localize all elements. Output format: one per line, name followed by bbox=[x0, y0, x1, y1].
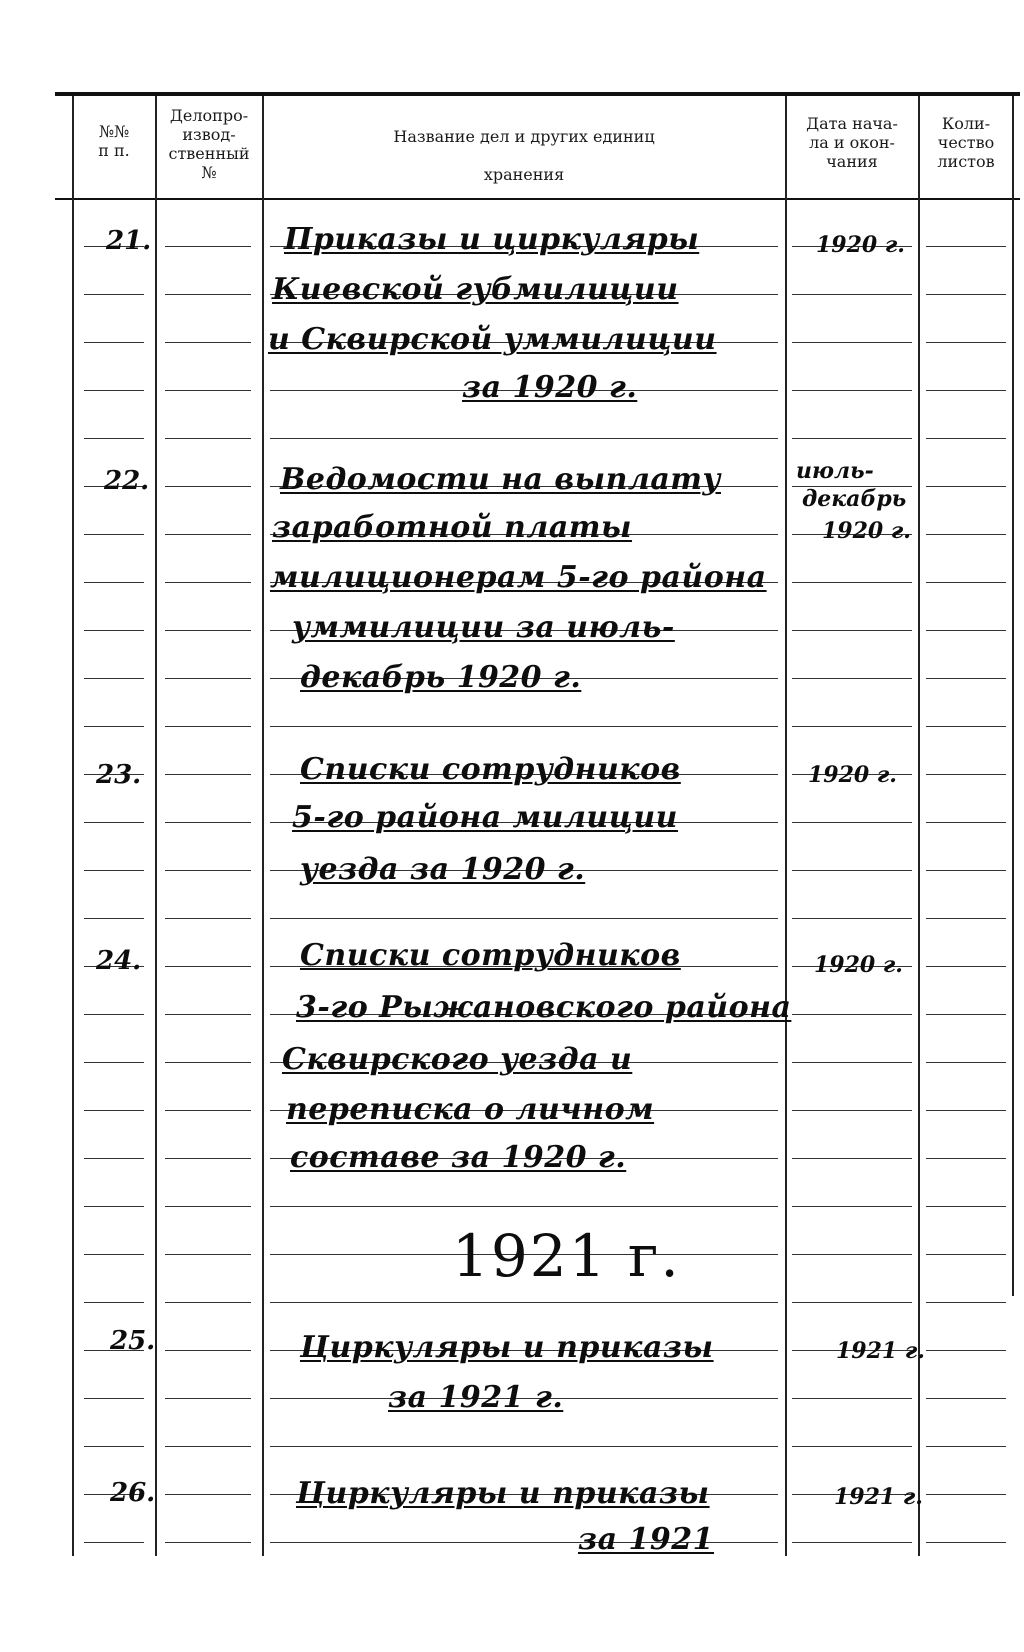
rule-line bbox=[84, 534, 144, 535]
rule-line bbox=[792, 390, 912, 391]
rule-line bbox=[84, 870, 144, 871]
rule-line bbox=[84, 1206, 144, 1207]
rule-line bbox=[84, 342, 144, 343]
rule-line bbox=[165, 1014, 251, 1015]
rule-line bbox=[165, 1158, 251, 1159]
rule-line bbox=[165, 1062, 251, 1063]
rule-line bbox=[926, 1254, 1006, 1255]
rule-line bbox=[926, 1206, 1006, 1207]
rule-line bbox=[926, 678, 1006, 679]
rule-line bbox=[84, 678, 144, 679]
rule-line bbox=[926, 870, 1006, 871]
entry-title-line: уезда за 1920 г. bbox=[300, 852, 586, 887]
rule-line bbox=[84, 1014, 144, 1015]
rule-line bbox=[926, 1302, 1006, 1303]
column-rule-left bbox=[72, 96, 74, 1556]
rule-line bbox=[926, 726, 1006, 727]
rule-line bbox=[84, 822, 144, 823]
rule-line bbox=[792, 294, 912, 295]
entry-title-line: милиционерам 5-го района bbox=[270, 560, 767, 595]
rule-line bbox=[165, 342, 251, 343]
rule-line bbox=[926, 1446, 1006, 1447]
rule-line bbox=[270, 1206, 778, 1207]
rule-line bbox=[270, 438, 778, 439]
rule-line bbox=[926, 534, 1006, 535]
rule-line bbox=[165, 294, 251, 295]
rule-line bbox=[926, 774, 1006, 775]
entry-number: 25. bbox=[110, 1326, 156, 1356]
entry-date-line: 1920 г. bbox=[822, 518, 911, 544]
header-bottom-rule bbox=[55, 198, 1020, 200]
entry-date-line: декабрь bbox=[802, 486, 907, 512]
entry-title-line: Сквирского уезда и bbox=[282, 1042, 633, 1077]
entry-number: 26. bbox=[110, 1478, 156, 1508]
rule-line bbox=[165, 438, 251, 439]
rule-line bbox=[165, 822, 251, 823]
entry-number: 24. bbox=[96, 946, 142, 976]
rule-line bbox=[165, 918, 251, 919]
rule-line bbox=[926, 1542, 1006, 1543]
rule-line bbox=[84, 438, 144, 439]
rule-line bbox=[84, 1446, 144, 1447]
rule-line bbox=[84, 1158, 144, 1159]
rule-line bbox=[926, 390, 1006, 391]
rule-line bbox=[165, 534, 251, 535]
header-title: Название дел и других единиц хранения bbox=[393, 127, 655, 184]
rule-line bbox=[792, 1398, 912, 1399]
rule-line bbox=[792, 1302, 912, 1303]
entry-date: 1920 г. bbox=[816, 232, 905, 258]
entry-date-line: июль- bbox=[796, 458, 874, 484]
column-rule-right bbox=[1012, 96, 1014, 1296]
entry-title-line: 3-го Рыжановского района bbox=[296, 990, 792, 1025]
rule-line bbox=[84, 1254, 144, 1255]
entry-title-line: Циркуляры и приказы bbox=[300, 1330, 714, 1365]
header-num: №№ п п. bbox=[98, 122, 130, 160]
rule-line bbox=[926, 486, 1006, 487]
entry-title-line: Списки сотрудников bbox=[300, 752, 681, 787]
rule-line bbox=[84, 918, 144, 919]
rule-line bbox=[792, 1014, 912, 1015]
entry-title-line: составе за 1920 г. bbox=[290, 1140, 627, 1175]
entry-title-line: 5-го района милиции bbox=[292, 800, 678, 835]
rule-line bbox=[165, 1110, 251, 1111]
column-rule-title bbox=[262, 96, 264, 1556]
rule-line bbox=[926, 1158, 1006, 1159]
rule-line bbox=[792, 726, 912, 727]
rule-line bbox=[84, 1062, 144, 1063]
entry-title-line: за 1921 г. bbox=[388, 1380, 564, 1415]
rule-line bbox=[165, 246, 251, 247]
rule-line bbox=[926, 630, 1006, 631]
rule-line bbox=[792, 342, 912, 343]
rule-line bbox=[792, 870, 912, 871]
rule-line bbox=[926, 582, 1006, 583]
rule-line bbox=[165, 1206, 251, 1207]
column-rule-dates bbox=[785, 96, 787, 1556]
rule-line bbox=[165, 582, 251, 583]
rule-line bbox=[926, 822, 1006, 823]
rule-line bbox=[792, 1254, 912, 1255]
rule-line bbox=[792, 438, 912, 439]
rule-line bbox=[165, 390, 251, 391]
rule-line bbox=[165, 1254, 251, 1255]
entry-title-line: заработной платы bbox=[272, 510, 633, 545]
rule-line bbox=[165, 870, 251, 871]
rule-line bbox=[926, 1062, 1006, 1063]
rule-line bbox=[792, 582, 912, 583]
rule-line bbox=[165, 486, 251, 487]
rule-line bbox=[270, 1302, 778, 1303]
entry-title-line: Приказы и циркуляры bbox=[284, 222, 700, 257]
rule-line bbox=[84, 1398, 144, 1399]
rule-line bbox=[165, 726, 251, 727]
rule-line bbox=[792, 1206, 912, 1207]
year-heading: 1921 г. bbox=[452, 1222, 681, 1290]
rule-line bbox=[84, 630, 144, 631]
rule-line bbox=[926, 1110, 1006, 1111]
entry-title-line: и Сквирской уммилиции bbox=[268, 322, 717, 357]
rule-line bbox=[792, 1110, 912, 1111]
entry-date: 1921 г. bbox=[836, 1338, 925, 1364]
rule-line bbox=[165, 1446, 251, 1447]
entry-title-line: переписка о личном bbox=[286, 1092, 655, 1127]
rule-line bbox=[926, 1014, 1006, 1015]
entry-title-line: Ведомости на выплату bbox=[280, 462, 721, 497]
rule-line bbox=[792, 1062, 912, 1063]
rule-line bbox=[926, 246, 1006, 247]
rule-line bbox=[270, 1446, 778, 1447]
rule-line bbox=[165, 1542, 251, 1543]
rule-line bbox=[792, 1446, 912, 1447]
rule-line bbox=[84, 294, 144, 295]
entry-date: 1921 г. bbox=[834, 1484, 923, 1510]
entry-title-line: Списки сотрудников bbox=[300, 938, 681, 973]
entry-number: 21. bbox=[106, 226, 152, 256]
rule-line bbox=[165, 966, 251, 967]
rule-line bbox=[926, 342, 1006, 343]
rule-line bbox=[84, 1542, 144, 1543]
rule-line bbox=[792, 678, 912, 679]
rule-line bbox=[84, 1302, 144, 1303]
rule-line bbox=[165, 630, 251, 631]
rule-line bbox=[84, 726, 144, 727]
column-rule-office bbox=[155, 96, 157, 1556]
entry-title-line: за 1921 bbox=[578, 1522, 715, 1557]
entry-date: 1920 г. bbox=[814, 952, 903, 978]
entry-number: 23. bbox=[96, 760, 142, 790]
column-rule-sheets bbox=[918, 96, 920, 1556]
rule-line bbox=[165, 678, 251, 679]
rule-line bbox=[84, 582, 144, 583]
rule-line bbox=[926, 966, 1006, 967]
header-dates: Дата нача- ла и окон- чания bbox=[806, 114, 898, 171]
header-office-num: Делопро- извод- ственный № bbox=[168, 106, 250, 182]
rule-line bbox=[792, 1542, 912, 1543]
rule-line bbox=[792, 1158, 912, 1159]
entry-date: 1920 г. bbox=[808, 762, 897, 788]
entry-number: 22. bbox=[104, 466, 150, 496]
rule-line bbox=[165, 774, 251, 775]
rule-line bbox=[926, 1494, 1006, 1495]
header-sheets: Коли- чество листов bbox=[937, 114, 995, 171]
entry-title-line: уммилиции за июль- bbox=[292, 610, 675, 645]
rule-line bbox=[165, 1350, 251, 1351]
rule-line bbox=[926, 918, 1006, 919]
rule-line bbox=[926, 1398, 1006, 1399]
rule-line bbox=[792, 918, 912, 919]
rule-line bbox=[926, 1350, 1006, 1351]
rule-line bbox=[84, 1110, 144, 1111]
entry-title-line: за 1920 г. bbox=[462, 370, 638, 405]
rule-line bbox=[84, 390, 144, 391]
rule-line bbox=[792, 822, 912, 823]
rule-line bbox=[270, 918, 778, 919]
entry-title-line: Киевской губмилиции bbox=[272, 272, 679, 307]
entry-title-line: Циркуляры и приказы bbox=[296, 1476, 710, 1511]
rule-line bbox=[792, 630, 912, 631]
rule-line bbox=[165, 1302, 251, 1303]
rule-line bbox=[926, 438, 1006, 439]
entry-title-line: декабрь 1920 г. bbox=[300, 660, 582, 695]
rule-line bbox=[270, 726, 778, 727]
top-rule bbox=[55, 92, 1020, 96]
rule-line bbox=[165, 1494, 251, 1495]
rule-line bbox=[165, 1398, 251, 1399]
rule-line bbox=[926, 294, 1006, 295]
